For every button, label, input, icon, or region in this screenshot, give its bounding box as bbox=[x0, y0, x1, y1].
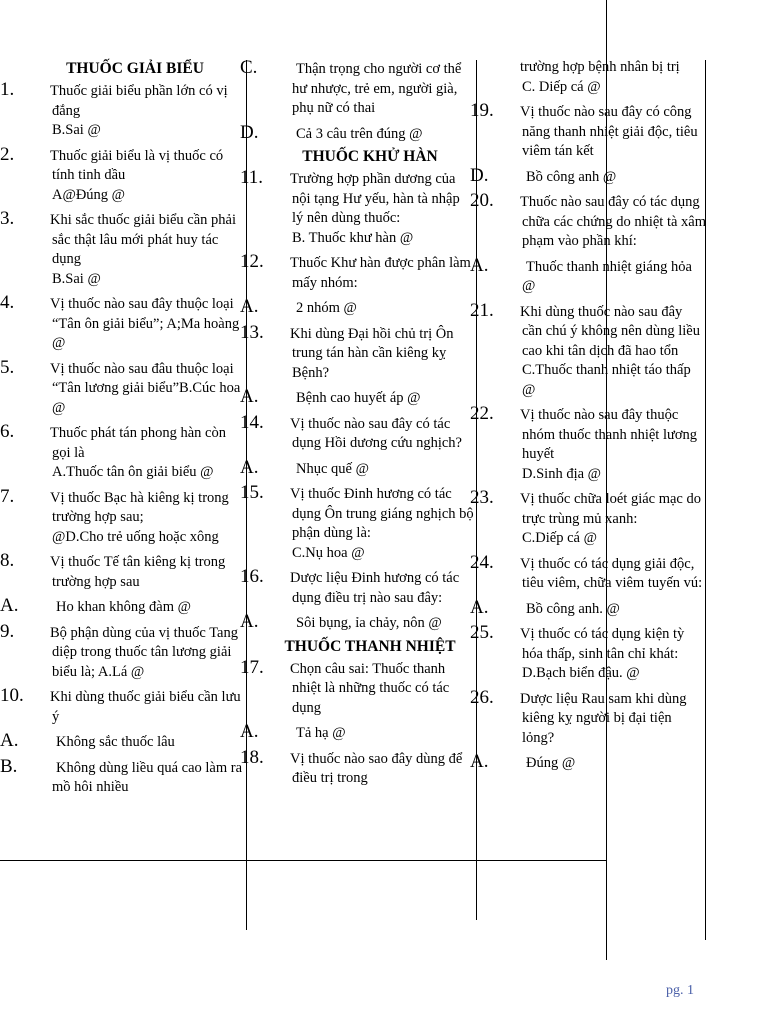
question-text: Chọn câu sai: Thuốc thanh nhiệt là những thuốc có tác dụng bbox=[290, 660, 450, 716]
question-text: Vị thuốc nào sau đây có tác dụng Hồi dương cứu nghịch? bbox=[290, 415, 462, 451]
option-letter: A. bbox=[240, 456, 259, 478]
question-item bbox=[470, 551, 706, 594]
question-text: Vị thuốc có tác dụng giải độc, tiêu viêm, chữa viêm tuyến vú: bbox=[520, 555, 703, 591]
question-item bbox=[470, 164, 706, 188]
question-number: 3. bbox=[0, 208, 15, 229]
option-letter: A. bbox=[470, 751, 489, 772]
question-text: Vị thuốc Đinh hương có tác dụng Ôn trung giáng nghịch bộ phận dùng là: bbox=[290, 486, 474, 541]
question-number: 20. bbox=[470, 190, 494, 211]
answer-text: C.Thuốc thanh nhiệt táo thấp @ bbox=[522, 362, 691, 398]
question-text: Thuốc phát tán phong hàn còn gọi là bbox=[50, 425, 226, 461]
question-item bbox=[0, 143, 244, 206]
question-item bbox=[0, 421, 244, 483]
option-letter: A. bbox=[240, 296, 259, 317]
question-text: Trường hợp phần dương của nội tạng Hư yếu, hàn tà nhập lý nên dùng thuốc: bbox=[290, 171, 460, 226]
question-text: Dược liệu Rau sam khi dùng kiêng kỵ người bị đại tiện lỏng? bbox=[520, 690, 687, 746]
question-number: 18. bbox=[240, 746, 264, 768]
option-letter: C. bbox=[240, 57, 258, 78]
question-text: Đúng @ bbox=[526, 755, 576, 771]
question-text: Thuốc giải biểu là vị thuốc có tính tinh dầu bbox=[50, 147, 224, 183]
question-item bbox=[0, 550, 244, 592]
question-item bbox=[240, 296, 474, 319]
option-letter: A. bbox=[470, 596, 489, 618]
question-item bbox=[240, 721, 474, 744]
column-1 bbox=[0, 58, 244, 802]
question-number: 16. bbox=[240, 566, 264, 587]
question-text: Sôi bụng, ỉa chảy, nôn @ bbox=[296, 615, 442, 631]
question-number: 24. bbox=[470, 551, 494, 573]
option-letter: A. bbox=[240, 611, 259, 632]
question-text: Khi dùng Đại hồi chủ trị Ôn trung tán hàn cần kiêng kỵ Bệnh? bbox=[290, 325, 454, 381]
question-number: 12. bbox=[240, 251, 264, 272]
question-item bbox=[470, 254, 706, 297]
question-text: Dược liệu Đinh hương có tác dụng điều trị nào sau đây: bbox=[290, 570, 460, 606]
question-item bbox=[470, 596, 706, 620]
question-text: Vị thuốc nào sau đây có công năng thanh nhiệt giải độc, tiêu viêm tán kết bbox=[520, 104, 698, 159]
option-letter: D. bbox=[470, 164, 489, 186]
question-number: 1. bbox=[0, 79, 15, 100]
question-item bbox=[470, 190, 707, 252]
question-item bbox=[240, 456, 474, 480]
question-item bbox=[0, 485, 244, 548]
question-text: Nhục quế @ bbox=[296, 460, 369, 477]
option-letter: A. bbox=[240, 386, 259, 407]
question-text: Khi dùng thuốc giải biểu cần lưu ý bbox=[50, 689, 241, 725]
question-text: Vị thuốc có tác dụng kiện tỳ hóa thấp, sinh tân chỉ khát: bbox=[520, 626, 685, 662]
option-letter: A. bbox=[240, 721, 259, 742]
question-item bbox=[0, 292, 244, 354]
question-number: 8. bbox=[0, 550, 15, 571]
answer-text: B.Sai @ bbox=[52, 122, 101, 138]
question-text: Cả 3 câu trên đúng @ bbox=[296, 125, 423, 142]
question-item bbox=[470, 487, 706, 549]
answer-text: C.Nụ hoa @ bbox=[292, 544, 365, 561]
question-text: Khi sắc thuốc giải biểu cần phải sắc thật lâu mới phát huy tác dụng bbox=[50, 212, 237, 267]
question-item bbox=[0, 595, 244, 618]
answer-text: A@Đúng @ bbox=[52, 186, 126, 203]
question-item bbox=[0, 356, 244, 419]
column-2 bbox=[240, 57, 474, 793]
question-item bbox=[470, 403, 706, 484]
question-item bbox=[240, 386, 474, 409]
question-item bbox=[470, 622, 706, 684]
question-item bbox=[240, 746, 474, 789]
question-item bbox=[470, 686, 706, 749]
question-item bbox=[0, 685, 244, 727]
option-letter: A. bbox=[0, 730, 19, 751]
answer-text: C.Diếp cá @ bbox=[522, 530, 597, 546]
question-number: 13. bbox=[240, 321, 264, 343]
question-item bbox=[470, 751, 706, 774]
question-item bbox=[240, 411, 474, 454]
option-letter: A. bbox=[470, 254, 489, 276]
question-item bbox=[240, 566, 474, 608]
option-letter: A. bbox=[0, 595, 19, 616]
question-item bbox=[240, 251, 474, 293]
option-letter: D. bbox=[240, 121, 259, 143]
question-item bbox=[240, 321, 474, 384]
question-number: 23. bbox=[470, 487, 494, 508]
question-item bbox=[0, 208, 244, 289]
column-3 bbox=[470, 58, 707, 778]
question-number: 9. bbox=[0, 620, 15, 642]
question-text: Vị thuốc chữa loét giác mạc do trực trùng mủ xanh: bbox=[520, 491, 701, 527]
question-item bbox=[0, 755, 244, 798]
section-heading: THUỐC THANH NHIỆT bbox=[284, 637, 456, 655]
section-heading: THUỐC GIẢI BIỂU bbox=[66, 60, 204, 77]
question-text: Thuốc nào sau đây có tác dụng chữa các chứng do nhiệt tà xâm phạm vào phần khí: bbox=[520, 194, 707, 249]
question-number: 21. bbox=[470, 299, 494, 321]
question-text: Khi dùng thuốc nào sau đây cần chú ý không nên dùng liều cao khi tân dịch đã hao tổn bbox=[520, 303, 700, 359]
question-item bbox=[240, 611, 474, 634]
question-text: Thuốc Khư hàn được phân làm mấy nhóm: bbox=[290, 255, 471, 291]
question-text: Vị thuốc Bạc hà kiêng kị trong trường hợp sau; bbox=[50, 489, 229, 525]
question-number: 2. bbox=[0, 143, 15, 165]
question-text: Vị thuốc Tế tân kiêng kị trong trường hợp sau bbox=[50, 554, 226, 590]
question-number: 22. bbox=[470, 403, 494, 424]
question-text: Bồ công anh. @ bbox=[526, 600, 620, 617]
question-text: Bồ công anh @ bbox=[526, 168, 617, 185]
question-number: 5. bbox=[0, 356, 15, 378]
option-letter: B. bbox=[0, 755, 18, 777]
question-item bbox=[0, 730, 244, 753]
question-text: Thuốc thanh nhiệt giáng hỏa @ bbox=[522, 258, 692, 294]
horizontal-rule bbox=[0, 860, 606, 861]
answer-text: D.Bạch biển đậu. @ bbox=[522, 665, 640, 681]
question-number: 7. bbox=[0, 485, 15, 507]
question-number: 15. bbox=[240, 482, 264, 503]
answer-text: B.Sai @ bbox=[52, 270, 101, 287]
question-text: Vị thuốc nào sau đây thuộc nhóm thuốc thanh nhiệt lương huyết bbox=[520, 407, 698, 462]
answer-text: @D.Cho trẻ uống hoặc xông bbox=[52, 528, 219, 545]
answer-text: D.Sinh địa @ bbox=[522, 465, 602, 482]
question-item bbox=[496, 58, 706, 97]
question-text: Tả hạ @ bbox=[296, 725, 346, 741]
question-item bbox=[240, 57, 474, 119]
page-number: pg. 1 bbox=[666, 983, 694, 998]
question-item bbox=[240, 482, 474, 563]
question-text: Thận trọng cho người cơ thể hư nhược, trẻ em, người già, phụ nữ có thai bbox=[292, 61, 462, 116]
question-number: 10. bbox=[0, 685, 24, 706]
question-number: 25. bbox=[470, 622, 494, 643]
question-number: 26. bbox=[470, 686, 494, 708]
question-text: Bộ phận dùng của vị thuốc Tang diệp trong thuốc tân lương giải biểu là; A.Lá @ bbox=[50, 624, 238, 680]
question-item bbox=[0, 79, 244, 141]
answer-text: B. Thuốc khư hàn @ bbox=[292, 229, 414, 246]
section-heading: THUỐC KHỬ HÀN bbox=[302, 148, 438, 165]
question-text: Vị thuốc nào sau đây thuộc loại “Tân ôn giải biểu”; A;Ma hoàng @ bbox=[50, 296, 240, 351]
question-item bbox=[240, 121, 474, 145]
question-text: Không sắc thuốc lâu bbox=[56, 734, 175, 750]
question-number: 6. bbox=[0, 421, 15, 442]
question-text: Vị thuốc nào sao đây dùng để điều trị trong bbox=[290, 750, 463, 786]
question-number: 14. bbox=[240, 411, 264, 433]
question-number: 19. bbox=[470, 100, 494, 121]
question-item bbox=[240, 167, 474, 248]
question-text: Không dùng liều quá cao làm ra mồ hôi nhiều bbox=[52, 759, 243, 795]
question-text: Bệnh cao huyết áp @ bbox=[296, 390, 421, 406]
answer-text: C. Diếp cá @ bbox=[522, 78, 601, 95]
question-text: Ho khan không đàm @ bbox=[56, 599, 191, 615]
question-number: 4. bbox=[0, 292, 15, 313]
question-text: 2 nhóm @ bbox=[296, 300, 357, 316]
question-text: Thuốc giải biểu phần lớn có vị đắng bbox=[50, 83, 228, 119]
question-text: trường hợp bệnh nhân bị trị bbox=[520, 59, 680, 75]
question-item bbox=[470, 299, 706, 401]
question-item bbox=[0, 620, 244, 683]
question-number: 17. bbox=[240, 656, 264, 678]
question-text: Vị thuốc nào sau đâu thuộc loại “Tân lương giải biểu”B.Cúc hoa @ bbox=[50, 360, 241, 416]
question-item bbox=[240, 656, 474, 719]
answer-text: A.Thuốc tân ôn giải biểu @ bbox=[52, 464, 214, 480]
question-item bbox=[470, 100, 706, 162]
question-number: 11. bbox=[240, 167, 264, 188]
